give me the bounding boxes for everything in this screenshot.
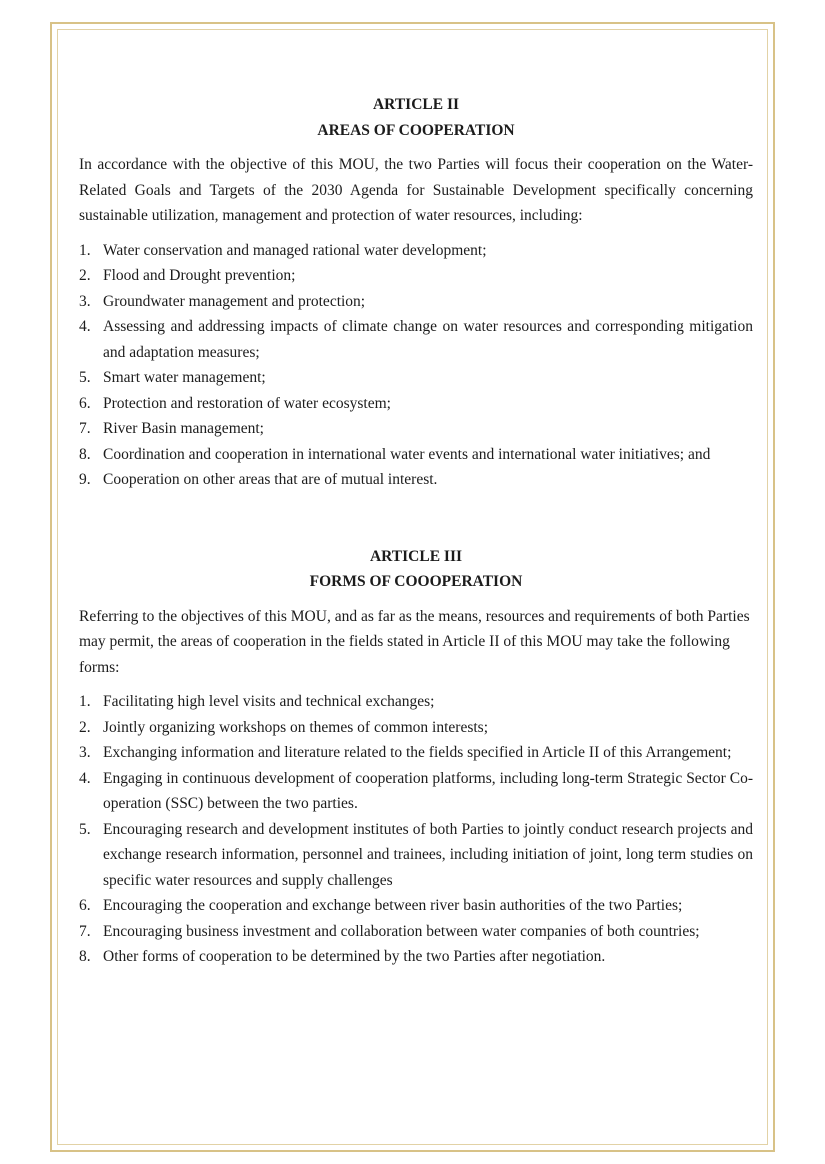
list-item-text: Groundwater management and protection; xyxy=(103,292,366,310)
article-3-intro: Referring to the objectives of this MOU, and as far as the means, resources and requirements of both Parties may permit, the areas of cooperation in the fields stated in Article II of this MOU may take the following forms: xyxy=(79,607,750,676)
list-item-number: 4. xyxy=(79,318,91,335)
list-item xyxy=(79,391,753,417)
article-3-list xyxy=(79,689,753,970)
document-body xyxy=(79,92,753,970)
list-item-text: Jointly organizing workshops on themes of common interests; xyxy=(103,718,489,736)
list-item-number: 2. xyxy=(79,718,91,736)
list-item xyxy=(79,944,753,970)
article-2-intro: In accordance with the objective of this MOU, the two Parties will focus their cooperation on the Water-Related Goals and Targets of the 2030 Agenda for Sustainable Development specifically concerning sustainable utilization, management and protection of water resources, including: xyxy=(79,156,753,224)
article-3-number: ARTICLE III xyxy=(369,547,463,565)
list-item-text: Smart water management; xyxy=(103,369,266,386)
list-item-number: 3. xyxy=(79,744,91,761)
article-3-section xyxy=(79,544,753,970)
list-item-text: Water conservation and managed rational water development; xyxy=(103,241,487,259)
list-item-text: River Basin management; xyxy=(103,420,264,437)
list-item-text: Flood and Drought prevention; xyxy=(103,267,296,284)
list-item xyxy=(79,314,753,365)
list-item-number: 8. xyxy=(79,948,91,965)
list-item xyxy=(79,289,753,315)
article-2-list xyxy=(79,238,753,493)
list-item-number: 7. xyxy=(79,922,91,940)
list-item-number: 3. xyxy=(79,292,91,310)
list-item xyxy=(79,689,753,715)
article-2-number: ARTICLE II xyxy=(372,96,460,113)
list-item-number: 1. xyxy=(79,241,91,259)
list-item-number: 9. xyxy=(79,471,91,488)
list-item-number: 6. xyxy=(79,394,91,412)
list-item-text: Encouraging research and development institutes of both Parties to jointly conduct research projects and exchange research information, personnel and trainees, including initiation of joint, long term studies on specific water resources and supply challenges xyxy=(103,820,753,889)
list-item xyxy=(79,893,753,919)
list-item-number: 6. xyxy=(79,897,91,914)
list-item-text: Encouraging business investment and collaboration between water companies of both countries; xyxy=(103,922,700,940)
list-item-number: 1. xyxy=(79,693,91,710)
list-item-text: Cooperation on other areas that are of mutual interest. xyxy=(103,471,438,488)
list-item-number: 8. xyxy=(79,445,91,463)
list-item-text: Engaging in continuous development of cooperation platforms, including long-term Strategic Sector Co-operation (SSC) between the two parties. xyxy=(103,769,753,812)
list-item-text: Encouraging the cooperation and exchange between river basin authorities of the two Parties; xyxy=(103,897,683,914)
list-item-text: Protection and restoration of water ecosystem; xyxy=(103,394,391,412)
list-item-text: Facilitating high level visits and technical exchanges; xyxy=(103,693,435,710)
list-item xyxy=(79,919,753,945)
list-item xyxy=(79,238,753,264)
list-item-text: Other forms of cooperation to be determined by the two Parties after negotiation. xyxy=(103,948,606,965)
list-item xyxy=(79,766,753,817)
list-item xyxy=(79,365,753,391)
list-item-number: 5. xyxy=(79,820,91,838)
list-item-number: 4. xyxy=(79,769,91,787)
article-3-title: FORMS OF COOOPERATION xyxy=(309,573,523,590)
list-item-text: Exchanging information and literature related to the fields specified in Article II of this Arrangement; xyxy=(103,744,732,761)
list-item xyxy=(79,442,753,468)
list-item-number: 5. xyxy=(79,369,91,386)
list-item-number: 7. xyxy=(79,420,91,437)
list-item-text: Assessing and addressing impacts of climate change on water resources and corresponding mitigation and adaptation measures; xyxy=(103,318,753,361)
list-item xyxy=(79,416,753,442)
article-2-title: AREAS OF COOPERATION xyxy=(317,121,515,139)
list-item xyxy=(79,740,753,766)
list-item-number: 2. xyxy=(79,267,91,284)
list-item xyxy=(79,715,753,741)
article-2-section xyxy=(79,92,753,493)
list-item xyxy=(79,263,753,289)
list-item xyxy=(79,817,753,894)
list-item-text: Coordination and cooperation in international water events and international water initiatives; and xyxy=(103,445,711,463)
list-item xyxy=(79,467,753,493)
